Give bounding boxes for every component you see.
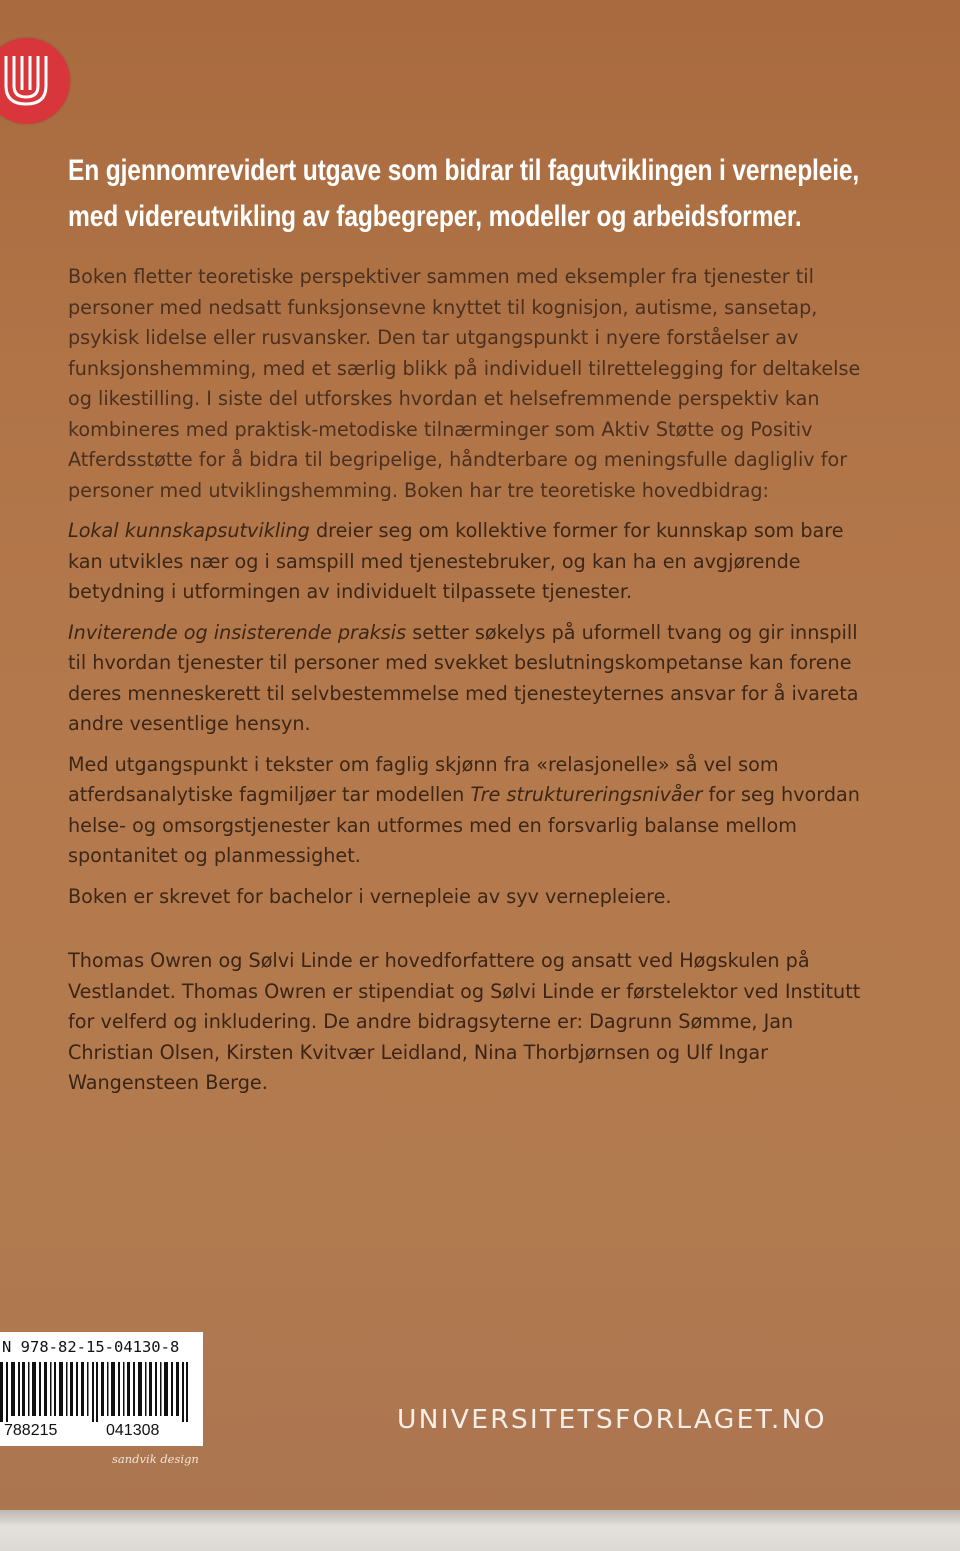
contribution-title-3: Tre struktureringsnivåer: [470, 783, 703, 806]
barcode-digits-left: 788215: [4, 1422, 58, 1439]
u-logo-icon: [0, 46, 62, 116]
publisher-logo: [0, 38, 70, 124]
headline-line-2: med videreutvikling av fagbegreper, modeller og arbeidsformer.: [68, 200, 802, 233]
isbn-number: N 978-82-15-04130-8: [2, 1338, 180, 1356]
headline: [68, 148, 860, 240]
intro-paragraph: Boken fletter teoretiske perspektiver sammen med eksempler fra tjenester til personer med nedsatt funksjonsevne knyttet til kognisjon, autisme, sansetap, psykisk lidelse eller rusvansker. Den tar utgangspunkt i nyere forståelser av funksjonshemming, med et særlig blikk på individuell tilrettelegging for deltakelse og likestilling. I siste del utforskes hvordan et helsefremmende perspektiv kan kombineres med praktisk-metodiske tilnærminger som Aktiv Støtte og Positiv Atferdsstøtte for å bidra til begripelige, håndterbare og meningsfulle dagligliv for personer med utviklingshemming. Boken har tre teoretiske hovedbidrag:: [68, 265, 861, 502]
contribution-paragraph-1: [68, 516, 868, 608]
contribution-paragraph-2: [68, 618, 868, 740]
contribution-title-2: Inviterende og insisterende praksis: [68, 620, 407, 644]
contribution-paragraph-3: [68, 750, 868, 872]
contribution-text-3a: Med utgangspunkt i tekster om faglig skjønn fra «relasjonelle» så vel som atferdsanalytiske fagmiljøer tar modellen: [68, 752, 779, 806]
isbn-barcode: [0, 1332, 203, 1446]
contribution-text-2: setter søkelys på uformell tvang og gir innspill til hvordan tjenester til personer med svekket beslutningskompetanse kan forene deres menneskerett til selvbestemmelse med tjenesteyternes ansvar for å ivareta andre vesentlige hensyn.: [68, 620, 859, 735]
blurb: [68, 262, 868, 1109]
audience-paragraph: Boken er skrevet for bachelor i vernepleie av syv vernepleiere.: [68, 884, 672, 908]
table-surface: [0, 1510, 960, 1551]
barcode-digits-right: 041308: [106, 1422, 160, 1439]
headline-line-1: En gjennomrevidert utgave som bidrar til fagutviklingen i vernepleie,: [68, 154, 860, 187]
authors-paragraph: Thomas Owren og Sølvi Linde er hovedforfattere og ansatt ved Høgskulen på Vestlandet. Thomas Owren er stipendiat og Sølvi Linde er førstelektor ved Institutt for velferd og inkludering. De andre bidragsyterne er: Dagrunn Sømme, Jan Christian Olsen, Kirsten Kvitvær Leidland, Nina Thorbjørnsen og Ulf Ingar Wangensteen Berge.: [68, 949, 861, 1094]
contribution-text-3b: for seg hvordan helse- og omsorgstjenester kan utformes med en forsvarlig balanse mellom spontanitet og planmessighet.: [68, 783, 860, 867]
contribution-text-1: dreier seg om kollektive former for kunnskap som bare kan utvikles nær og i samspill med tjenestebruker, og kan ha en avgjørende betydning i utformingen av individuelt tilpassete tjenester.: [68, 519, 844, 603]
barcode-bars: [0, 1362, 203, 1422]
publisher-url: UNIVERSITETSFORLAGET.NO: [397, 1405, 827, 1435]
design-credit: sandvik design: [112, 1452, 199, 1466]
contribution-title-1: Lokal kunnskapsutvikling: [68, 519, 310, 542]
